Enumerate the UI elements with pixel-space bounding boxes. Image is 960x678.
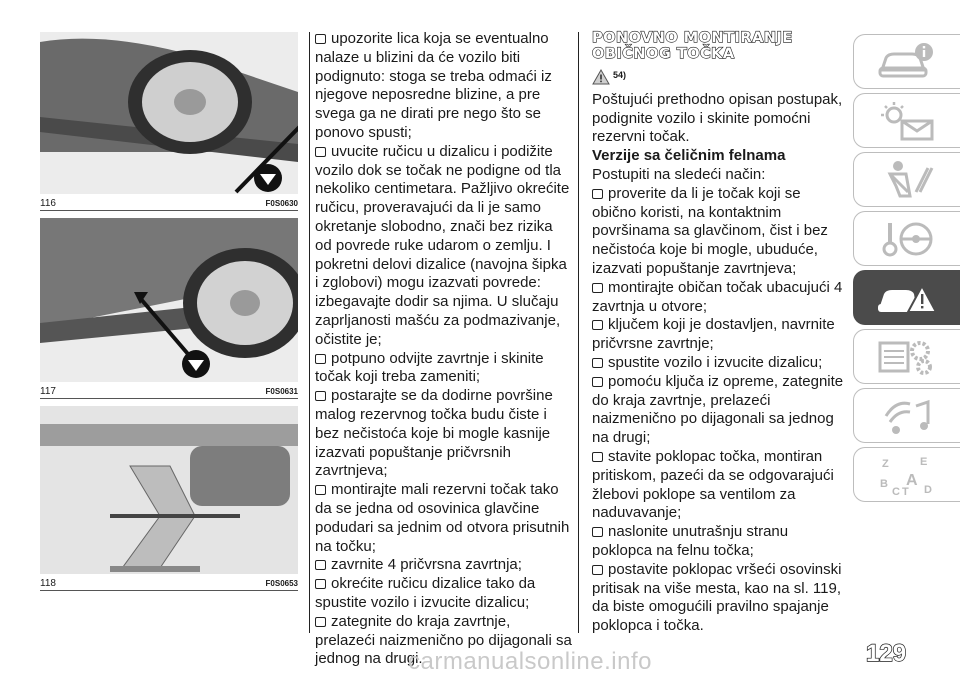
middle-column <box>315 30 573 669</box>
section-heading: PONOVNO MONTIRANJE OBIČNOG TOČKA <box>592 30 793 62</box>
svg-text:D: D <box>924 483 932 496</box>
bullet-square-icon <box>315 34 326 44</box>
warning-triangle-icon <box>592 69 610 85</box>
tab-emergency[interactable] <box>853 270 960 325</box>
figure-code: F0S0653 <box>265 578 298 588</box>
multimedia-icon <box>876 394 938 438</box>
warning-lights-icon <box>876 99 938 143</box>
list-item: spustite vozilo i izvucite dizalicu; <box>592 354 844 373</box>
list-item: stavite poklopac točka, montiran pritiskom, pazeći da se odgovarajući žlebovi poklope sa ventilom za naduvavanje; <box>592 447 834 522</box>
list-item: ključem koji je dostavljen, navrnite pričvrsne zavrtnje; <box>592 316 835 353</box>
tab-index[interactable] <box>853 447 960 502</box>
bullet-square-icon <box>592 283 603 293</box>
svg-text:Z: Z <box>882 457 889 470</box>
list-item: montirajte običan točak ubacujući 4 zavrtnja u otvore; <box>592 278 843 315</box>
car-info-icon <box>876 40 938 84</box>
warning-reference: 54) <box>592 66 844 85</box>
bullet-square-icon <box>315 354 326 364</box>
column-divider-right <box>578 32 579 633</box>
bullet-square-icon <box>315 485 326 495</box>
svg-text:T: T <box>902 485 909 497</box>
figure-118 <box>40 406 298 591</box>
figure-117-caption <box>40 384 298 399</box>
figure-117-image <box>40 218 298 382</box>
tab-maintenance[interactable] <box>853 329 960 384</box>
list-item: postavite poklopac vršeći osovinski pritisak na više mesta, kao na sl. 119, da biste omogućili pravilno spajanje poklopca i točka. <box>592 560 842 635</box>
list-item: uvucite ručicu u dizalicu i podižite vozilo dok se točak ne podigne od tla nekoliko centimetara. Pažljivo okrećite ručicu, proveravajući da li je samo okretanje slobodno, znači bez rizika od povrede ruke udarom o zemlju. I pokretni delovi dizalice (navojna šipka i zglobovi) mogu izazvati povrede: izbegavajte dodir sa njima. U slučaju zaprljanosti mašću za podmazivanje, očistite je; <box>315 142 570 348</box>
bullet-square-icon <box>592 358 603 368</box>
list-item: proverite da li je točak koji se obično koristi, na kontaktnim površinama sa glavčinom, čist i bez nečistoća koje bi mogle, ubuduće, izazvati popuštanje zavrtnjeva; <box>592 184 828 277</box>
list-item: zavrnite 4 pričvrsna zavrtnja; <box>315 556 573 575</box>
tab-starting-driving[interactable] <box>853 211 960 266</box>
seatbelt-airbag-icon <box>876 158 938 202</box>
figure-117 <box>40 218 298 399</box>
list-item: potpuno odvijte zavrtnje i skinite točak koji treba zameniti; <box>315 349 544 386</box>
figure-code: F0S0630 <box>265 198 298 208</box>
list-item: postarajte se da dodirne površine malog rezervnog točka budu čiste i bez nečistoća koje bi mogle kasnije izazvati popuštanje pričvrsnih zavrtnjeva; <box>315 387 553 480</box>
tab-car-info[interactable] <box>853 34 960 89</box>
bullet-square-icon <box>592 377 603 387</box>
emergency-car-icon <box>876 276 938 320</box>
list-item: okrećite ručicu dizalice tako da spustite vozilo i izvucite dizalicu; <box>315 575 536 611</box>
watermark: carmanualsonline.info <box>408 648 652 675</box>
page-number: 129 <box>866 640 907 667</box>
lead-paragraph: Postupiti na sledeći način: <box>592 165 766 183</box>
figure-number: 117 <box>40 385 56 397</box>
bullet-square-icon <box>315 391 326 401</box>
bullet-square-icon <box>315 617 326 627</box>
list-item: naslonite unutrašnju stranu poklopca na felnu točka; <box>592 523 789 559</box>
tab-safety[interactable] <box>853 152 960 207</box>
figure-118-caption <box>40 576 298 591</box>
svg-text:E: E <box>920 455 928 468</box>
subheading: Verzije sa čeličnim felnama <box>592 147 786 165</box>
bullet-square-icon <box>592 527 603 537</box>
bullet-square-icon <box>592 189 603 199</box>
bullet-square-icon <box>315 147 326 157</box>
svg-text:C: C <box>892 485 900 497</box>
tab-multimedia[interactable] <box>853 388 960 443</box>
figure-116-caption <box>40 196 298 211</box>
maintenance-gears-icon <box>876 335 938 379</box>
alphabetical-index-icon <box>876 453 938 497</box>
right-column <box>592 30 844 636</box>
figure-number: 118 <box>40 577 56 589</box>
chapter-tabs <box>853 34 960 506</box>
figure-116-image <box>40 32 298 194</box>
column-divider-left <box>309 32 310 633</box>
bullet-square-icon <box>592 452 603 462</box>
bullet-square-icon <box>592 565 603 575</box>
intro-paragraph: Poštujući prethodno opisan postupak, podignite vozilo i skinite pomoćni rezervni točak. <box>592 90 843 146</box>
svg-text:A: A <box>906 471 918 489</box>
svg-text:B: B <box>880 477 888 490</box>
list-item: zategnite do kraja zavrtnje, prelazeći naizmenično po dijagonali sa jednog na drugi. <box>315 612 572 668</box>
tab-warning-lights[interactable] <box>853 93 960 148</box>
list-item: pomoću ključa iz opreme, zategnite do kraja zavrtnje, prelazeći naizmenično po dijagonali sa jednog na drugi; <box>592 372 844 447</box>
bullet-square-icon <box>315 560 326 570</box>
figure-116 <box>40 32 298 211</box>
bullet-square-icon <box>315 579 326 589</box>
key-steering-wheel-icon <box>876 217 938 261</box>
figure-code: F0S0631 <box>265 386 298 396</box>
bullet-square-icon <box>592 320 603 330</box>
list-item: upozorite lica koja se eventualno nalaze u blizini da će vozilo biti podignuto: stoga se treba odmaći iz njegove neposredne blizine, a pre svega ga ne dirati pre nego što se ponovo spusti; <box>315 30 552 141</box>
list-item: montirajte mali rezervni točak tako da se jedna od osovinica glavčine podudari sa jednim od otvora prisutnih na točku; <box>315 481 570 555</box>
figure-number: 116 <box>40 197 56 209</box>
figure-118-image <box>40 406 298 574</box>
